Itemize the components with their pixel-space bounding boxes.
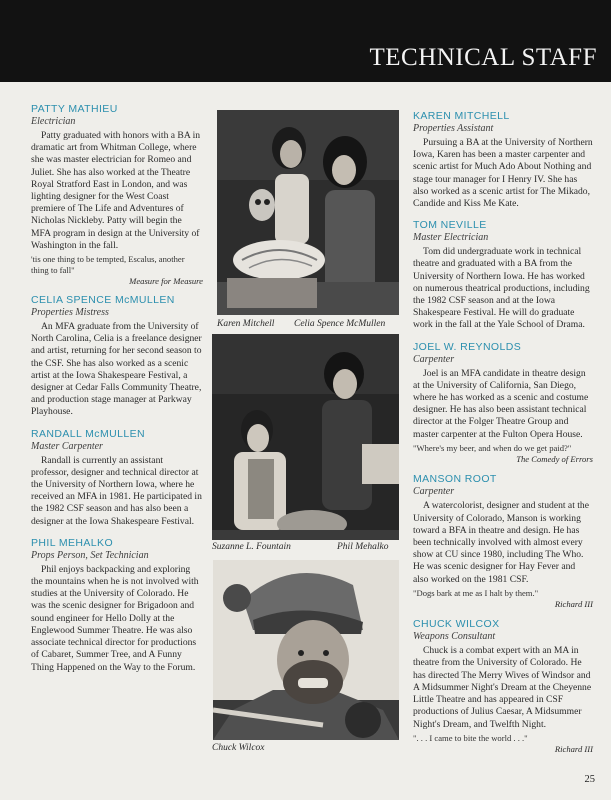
caption-chuck-wilcox: Chuck Wilcox [212,743,265,753]
page-title: TECHNICAL STAFF [369,44,597,71]
bio-name: KAREN MITCHELL [413,110,510,122]
bio-role: Carpenter [413,353,455,365]
bio-chuck-wilcox [413,618,593,754]
bio-role: Master Electrician [413,232,489,244]
photo-karen-celia [217,110,399,315]
bio-role: Weapons Consultant [413,631,496,643]
page-number: 25 [584,774,595,785]
bio-body: Randall is currently an assistant professor, designer and technical director at the University of Northern Iowa, where he received an MFA in 1981. He participated in the 1982 CSF season and has also been a designer at the Iowa Shakespeare Festival. [31,454,202,527]
bio-body: Phil enjoys backpacking and exploring the mountains when he is not involved with studies at the University of Colorado. He was the scenic designer for Brigadoon and sound engineer for Hello Dolly at the Englewood Summer Theatre. He was also associate technical director for productions of Cabaret, Summer Tree, and A Funny Thing Happened on the Way to the Forum. [31,563,199,673]
bio-quote-source: Richard III [554,744,593,755]
bio-quote: "Dogs bark at me as I halt by them." [413,587,539,598]
bio-role: Properties Mistress [31,307,109,319]
bio-body: Chuck is a combat expert with an MA in theatre from the University of Colorado. He has directed The Merry Wives of Windsor and A Midsummer Night's Dream at the Cheyenne Little Theatre and has appeared in CSF productions of Julius Caesar, A Midsummer Night's Dream, and Twelfth Night. [413,645,592,730]
bio-role: Master Carpenter [31,440,103,452]
bio-randall-mcmullen [31,428,203,528]
bio-name: PATTY MATHIEU [31,103,118,115]
bio-body: A watercolorist, designer and student at the University of Colorado, Manson is working toward a BFA in theatre and design. He has been technically involved with almost every show at CU since 1980, including The Who. He was scenic designer for Hay Fever and also worked on the 1981 CSF. [413,500,589,585]
bio-quote: ". . . I came to bite the world . . ." [413,732,528,743]
bio-quote-source: Measure for Measure [129,276,203,287]
bio-name: CHUCK WILCOX [413,618,500,631]
bio-name: RANDALL McMULLEN [31,427,145,440]
bio-body: An MFA graduate from the University of North Carolina, Celia is a freelance designer and artist, returning for her second season to the CSF. She has also worked as a scenic artist at the Iowa Shakespeare Festival, a designer at Cedar Falls Community Theatre, and production stage manager at Parkway Playhouse. [31,321,202,418]
bio-body: Joel is an MFA candidate in theatre design at the University of California, San Diego, where he has worked as a scenic and costume designer. He has also been assistant technical director at the Folger Theatre Group and master carpenter at the Fulton Opera House. [413,367,589,440]
bio-name: TOM NEVILLE [413,219,487,232]
photo-karen-celia-image [217,110,399,315]
bio-role: Props Person, Set Technician [31,549,149,561]
bio-body: Patty graduated with honors with a BA in dramatic art from Whitman College, where she was master electrician for Romeo and Juliet. She has also worked at the Theatre Royal Stratford East in London, and was lighting designer for the West Coast premiere of The Life and Adventures of Nicholas Nickleby. Patty will begin the MFA program in design at the University of Washington in the fall. [31,130,201,251]
bio-phil-mehalko [31,537,203,674]
photo-suzanne-phil-image [212,334,399,540]
caption-karen-mitchell: Karen Mitchell [217,319,275,329]
caption-suzanne-fountain: Suzanne L. Fountain [212,542,291,552]
right-column [413,110,593,763]
photo-chuck-wilcox-image [213,560,399,740]
bio-role: Electrician [31,116,76,127]
header-bar [0,0,611,82]
bio-tom-neville [413,219,593,331]
bio-celia-spence-mcmullen [31,294,203,419]
bio-quote-source: The Comedy of Errors [516,454,593,465]
bio-name: CELIA SPENCE McMULLEN [31,294,175,307]
bio-body: Tom did undergraduate work in technical theatre and graduated with a BA from the University of Northern Iowa. He has worked on numerous theatrical productions, including the 1982 CSF season and at the Iowa Shakespeare Festival. He will do graduate work in the fall at the Yale School of Drama. [413,246,590,331]
photo-chuck-wilcox [213,560,399,740]
bio-manson-root [413,473,593,609]
bio-joel-reynolds [413,341,593,465]
bio-name: JOEL W. REYNOLDS [413,340,522,353]
bio-quote: 'tis one thing to be tempted, Escalus, another thing to fall" [31,254,185,275]
caption-celia-spence-mcmullen: Celia Spence McMullen [294,319,386,329]
bio-role: Properties Assistant [413,123,494,134]
bio-patty-mathieu [31,103,203,286]
left-column [31,103,203,683]
bio-name: PHIL MEHALKO [31,536,114,549]
bio-role: Carpenter [413,486,455,498]
bio-karen-mitchell [413,110,593,210]
bio-name: MANSON ROOT [413,473,497,486]
bio-quote: "Where's my beer, and when do we get paid?" [413,442,572,453]
caption-phil-mehalko: Phil Mehalko [337,542,389,552]
bio-body: Pursuing a BA at the University of Northern Iowa, Karen has been a master carpenter and scenic artist for Much Ado About Nothing and stage tour manager for I Henry IV. She has also worked as a scenic artist for The Mikado, Candide and Kiss Me Kate. [413,137,593,210]
photo-suzanne-phil [212,334,399,540]
bio-quote-source: Richard III [554,599,593,610]
